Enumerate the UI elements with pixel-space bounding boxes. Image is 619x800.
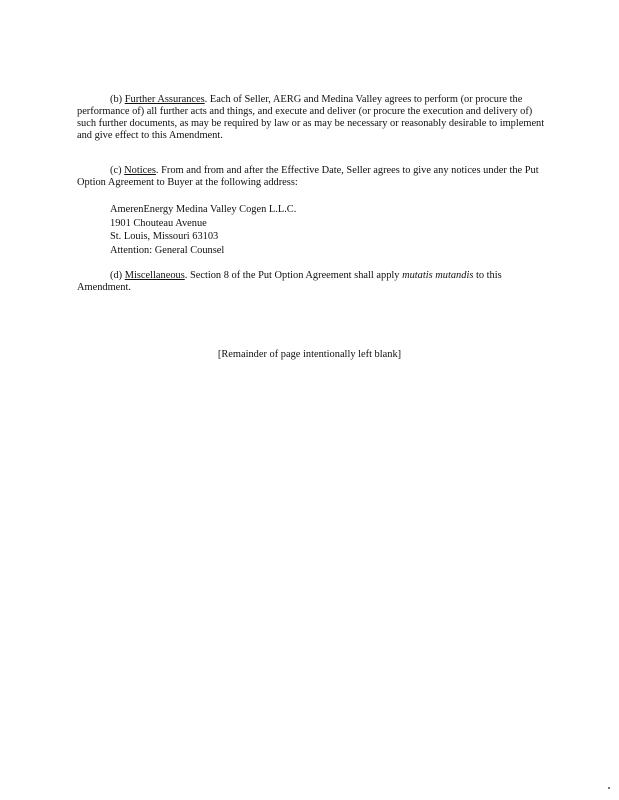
address-line-attention: Attention: General Counsel <box>110 244 225 256</box>
section-d-number: (d) <box>110 270 123 281</box>
section-c-body: . From and from and after the Effective Date, Seller agrees to give any notices under the Put Option Agreement to Buyer at the following address: <box>77 165 539 188</box>
section-d-body-before: . Section 8 of the Put Option Agreement shall apply <box>184 270 403 281</box>
section-c-notices <box>77 165 545 189</box>
section-b-body: . Each of Seller, AERG and Medina Valley agrees to perform (or procure the performance of) all further acts and things, and execute and deliver (or procure the execution and delivery of) such further documents, as may be required by law or as may be necessary or reasonably desirable to implement and give effect to this Amendment. <box>77 94 545 141</box>
scan-speck <box>608 787 610 789</box>
section-c-number: (c) <box>110 165 122 176</box>
section-b-number: (b) <box>110 94 123 105</box>
address-line-street: 1901 Chouteau Avenue <box>110 217 207 229</box>
section-d-latin-phrase: mutatis mutandis <box>402 270 474 281</box>
remainder-note: [Remainder of page intentionally left blank] <box>217 349 402 360</box>
section-b-further-assurances <box>77 94 545 142</box>
section-d-miscellaneous <box>77 270 545 294</box>
address-line-company: AmerenEnergy Medina Valley Cogen L.L.C. <box>110 204 297 215</box>
address-line-city: St. Louis, Missouri 63103 <box>110 231 219 242</box>
section-d-body-after: to this Amendment. <box>77 270 502 293</box>
section-b-heading: Further Assurances <box>124 94 205 105</box>
notice-address-block <box>110 203 296 257</box>
section-c-heading: Notices <box>124 165 156 176</box>
section-d-heading: Miscellaneous <box>124 270 185 281</box>
